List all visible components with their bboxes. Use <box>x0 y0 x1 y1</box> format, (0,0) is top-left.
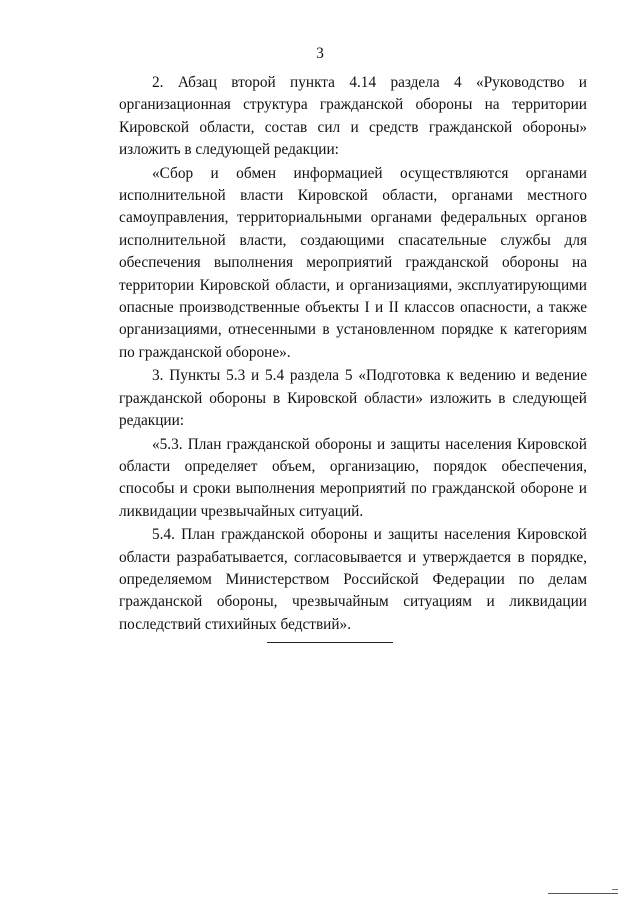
footer-mark-line <box>548 893 618 894</box>
paragraph-quoted-clause-5-3: «5.3. План гражданской обороны и защиты населения Кировской области определяет объем, организацию, порядок обеспечения, способы и сроки выполнения мероприятий по гражданской обороне и ликвидации чрезвычайных ситуаций. <box>119 435 587 520</box>
paragraph-clause-5-4: 5.4. План гражданской обороны и защиты населения Кировской области разрабатывается, согласовывается и утверждается в порядке, определяемом Министерством Российской Федерации по делам гражданской обороны, чрезвычайным ситуациям и ликвидации последствий стихийных бедствий». <box>119 526 587 633</box>
footer-mark-tick <box>612 889 618 890</box>
paragraph-quoted-information-exchange: «Сбор и обмен информацией осуществляются органами исполнительной власти Кировской области, органами местного самоуправления, территориальными органами федеральных органов исполнительной власти, создающими спасательные службы для обеспечения выполнения мероприятий гражданской обороны на территории Кировской области, и организациями, эксплуатирующими опасные производственные объекты I и II классов опасности, а также организациями, отнесенными в установленном порядке к категориям по гражданской обороне». <box>119 164 587 361</box>
document-body <box>119 72 587 636</box>
paragraph-amendment-3: 3. Пункты 5.3 и 5.4 раздела 5 «Подготовка к ведению и ведение гражданской обороны в Кировской области» изложить в следующей редакции: <box>119 367 587 430</box>
paragraph-amendment-2: 2. Абзац второй пункта 4.14 раздела 4 «Руководство и организационная структура гражданской обороны на территории Кировской области, состав сил и средств гражданской обороны» изложить в следующей редакции: <box>119 74 587 159</box>
page-number: 3 <box>316 45 324 62</box>
end-of-text-rule <box>267 642 393 643</box>
